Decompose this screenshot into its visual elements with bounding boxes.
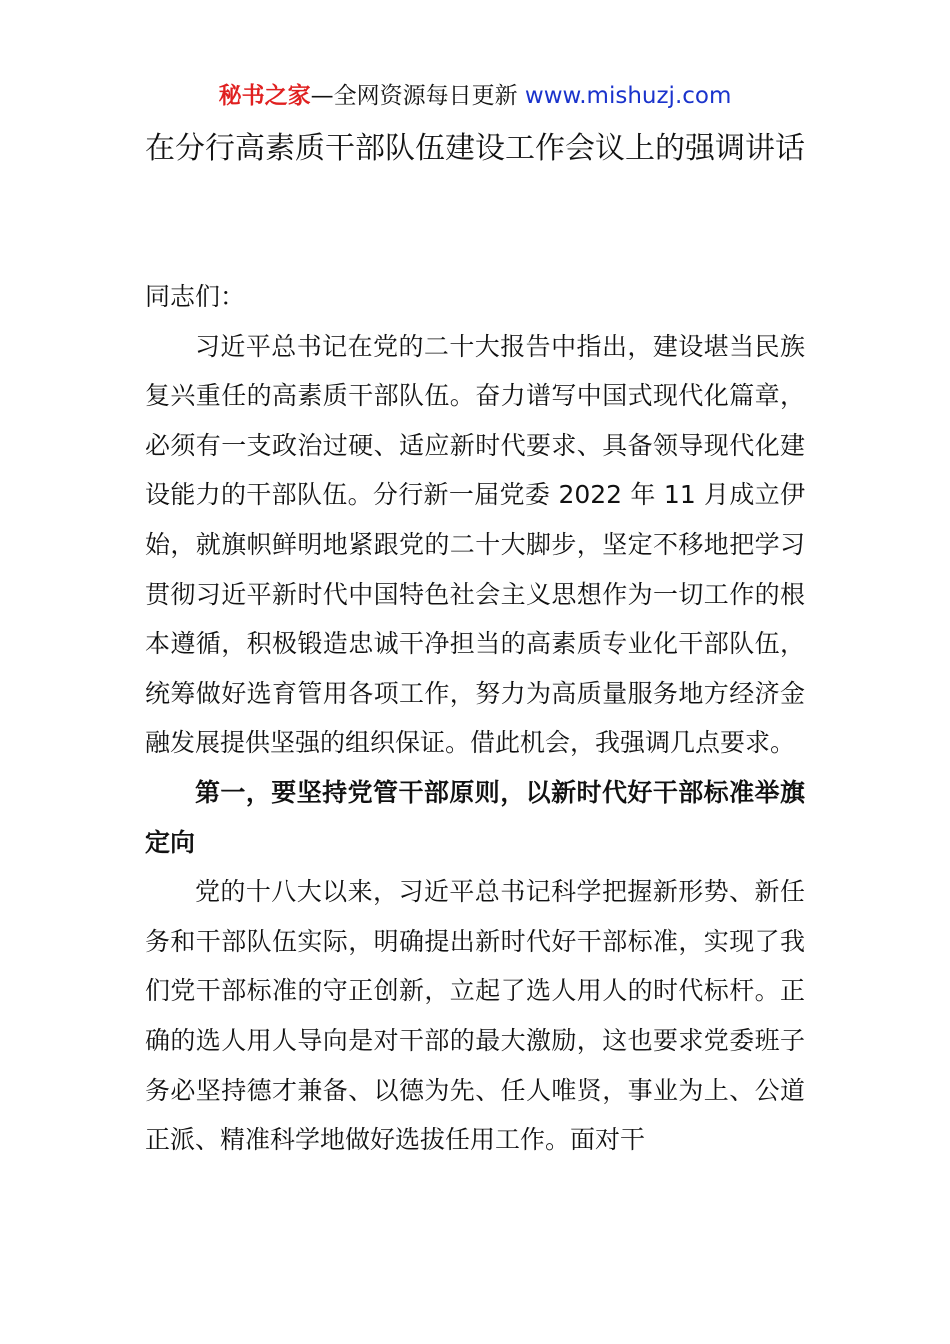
section-heading: 第一，要坚持党管干部原则，以新时代好干部标准举旗定向 [145, 777, 805, 857]
salutation: 同志们： [145, 282, 246, 311]
body-paragraph: 党的十八大以来，习近平总书记科学把握新形势、新任务和干部队伍实际，明确提出新时代好干部标准，实现了我们党干部标准的守正创新，立起了选人用人的时代标杆。正确的选人用人导向是对干部的最大激励，这也要求党委班子务必坚持德才兼备、以德为先、任人唯贤，事业为上、公道正派、精准科学地做好选拔任用工作。面对干 [145, 877, 805, 1155]
body-paragraph: 习近平总书记在党的二十大报告中指出，建设堪当民族复兴重任的高素质干部队伍。奋力谱写中国式现代化篇章，必须有一支政治过硬、适应新时代要求、具备领导现代化建设能力的干部队伍。分行新一届党委 2022 年 11 月成立伊始，就旗帜鲜明地紧跟党的二十大脚步，坚定不移地把学习贯彻习近平新时代中国特色社会主义思想作为一切工作的根本遵循，积极锻造忠诚干净担当的高素质专业化干部队伍，统筹做好选育管用各项工作，努力为高质量服务地方经济金融发展提供坚强的组织保证。借此机会，我强调几点要求。 [145, 331, 805, 758]
site-tagline: —全网资源每日更新 [310, 83, 525, 109]
document-title: 在分行高素质干部队伍建设工作会议上的强调讲话 [145, 131, 805, 166]
document-body [145, 272, 805, 1165]
site-url-link[interactable]: www.mishuzj.com [524, 83, 732, 109]
site-header [0, 80, 950, 112]
site-brand: 秘书之家 [218, 83, 311, 109]
